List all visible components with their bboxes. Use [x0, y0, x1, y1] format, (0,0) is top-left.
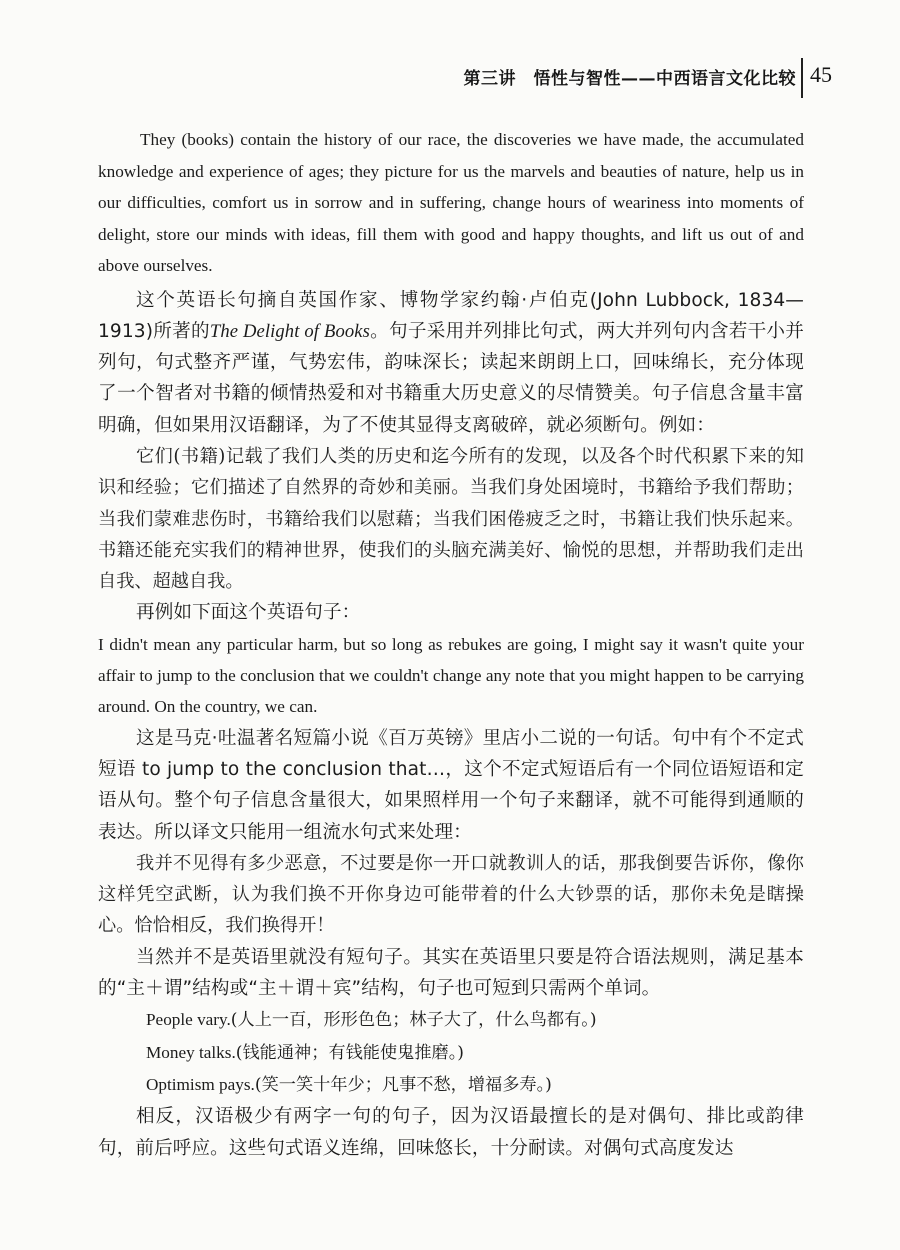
translation-lubbock: 它们(书籍)记载了我们人类的历史和迄今所有的发现，以及各个时代积累下来的知识和经验；它们描述了自然界的奇妙和美丽。当我们身处困境时，书籍给予我们帮助；当我们蒙难悲伤时，书籍给我们以慰藉；当我们困倦疲乏之时，书籍让我们快乐起来。书籍还能充实我们的精神世界，使我们的头脑充满美好、愉悦的思想，并帮助我们走出自我、超越自我。 [98, 445, 804, 593]
example-english: Money talks. [146, 1042, 236, 1062]
english-passage: They (books) contain the history of our race, the discoveries we have made, the accumulated knowledge and experience of ages; they picture for us the marvels and beauties of nature, help us in our difficulties, comfort us in sorrow and in suffering, change hours of weariness into moments of delight, store our minds with ideas, fill them with good and happy thoughts, and lift us out of and above ourselves. [98, 130, 804, 275]
intro-second-example: 再例如下面这个英语句子： [136, 602, 361, 624]
example-english: People vary. [146, 1010, 231, 1030]
example-chinese: (钱能通神；有钱能使鬼推磨。) [235, 1042, 464, 1063]
page-number: 45 [810, 62, 832, 87]
paragraph-chinese-couplets: 相反，汉语极少有两字一句的句子，因为汉语最擅长的是对偶句、排比或韵律句，前后呼应。这些句式语义连绵，回味悠长，十分耐读。对偶句式高度发达 [98, 1106, 804, 1159]
example-chinese: (笑一笑十年少；凡事不愁，增福多寿。) [254, 1074, 552, 1095]
paragraph-lubbock-before: 这个英语长句摘自英国作家、博物学家约翰·卢伯克(John Lubbock, 1834—1913)所著的 [98, 289, 804, 342]
paragraph-twain: 这是马克·吐温著名短篇小说《百万英镑》里店小二说的一句话。句中有个不定式短语 to jump to the conclusion that…，这个不定式短语后有一个同位语短语和定语从句。整个句子信息含量很大，如果照样用一个句子来翻译，就不可能得到通顺的表达。所以译文只能用一组流水句式来处理： [98, 727, 804, 843]
chapter-title: 第三讲 悟性与智性——中西语言文化比较 [463, 69, 796, 89]
paragraph-lubbock [98, 285, 804, 441]
header-divider [801, 58, 803, 98]
example-item [98, 1069, 804, 1101]
example-chinese: (人上一百，形形色色；林子大了，什么鸟都有。) [230, 1010, 597, 1031]
english-quote-twain: I didn't mean any particular harm, but so long as rebukes are going, I might say it wasn't quite your affair to jump to the conclusion that we couldn't change any note that you might happen to be carrying around. On the country, we can. [98, 634, 804, 717]
example-item [98, 1037, 804, 1069]
running-header [0, 58, 900, 92]
example-item [98, 1004, 804, 1036]
page-body [98, 124, 804, 1164]
translation-twain: 我并不见得有多少恶意，不过要是你一开口就教训人的话，那我倒要告诉你，像你这样凭空武断，认为我们换不开你身边可能带着的什么大钞票的话，那你未免是瞎操心。恰恰相反，我们换得开！ [98, 852, 804, 937]
paragraph-short-sentences: 当然并不是英语里就没有短句子。其实在英语里只要是符合语法规则，满足基本的“主＋谓”结构或“主＋谓＋宾”结构，句子也可短到只需两个单词。 [98, 946, 804, 1000]
book-title: The Delight of Books [209, 320, 370, 342]
example-english: Optimism pays. [146, 1074, 255, 1094]
paragraph-lubbock-after: 。句子采用并列排比句式，两大并列句内含若干小并列句，句式整齐严谨，气势宏伟，韵味深长；读起来朗朗上口，回味绵长，充分体现了一个智者对书籍的倾情热爱和对书籍重大历史意义的尽情赞美。句子信息含量丰富明确，但如果用汉语翻译，为了不使其显得支离破碎，就必须断句。例如： [98, 320, 805, 436]
